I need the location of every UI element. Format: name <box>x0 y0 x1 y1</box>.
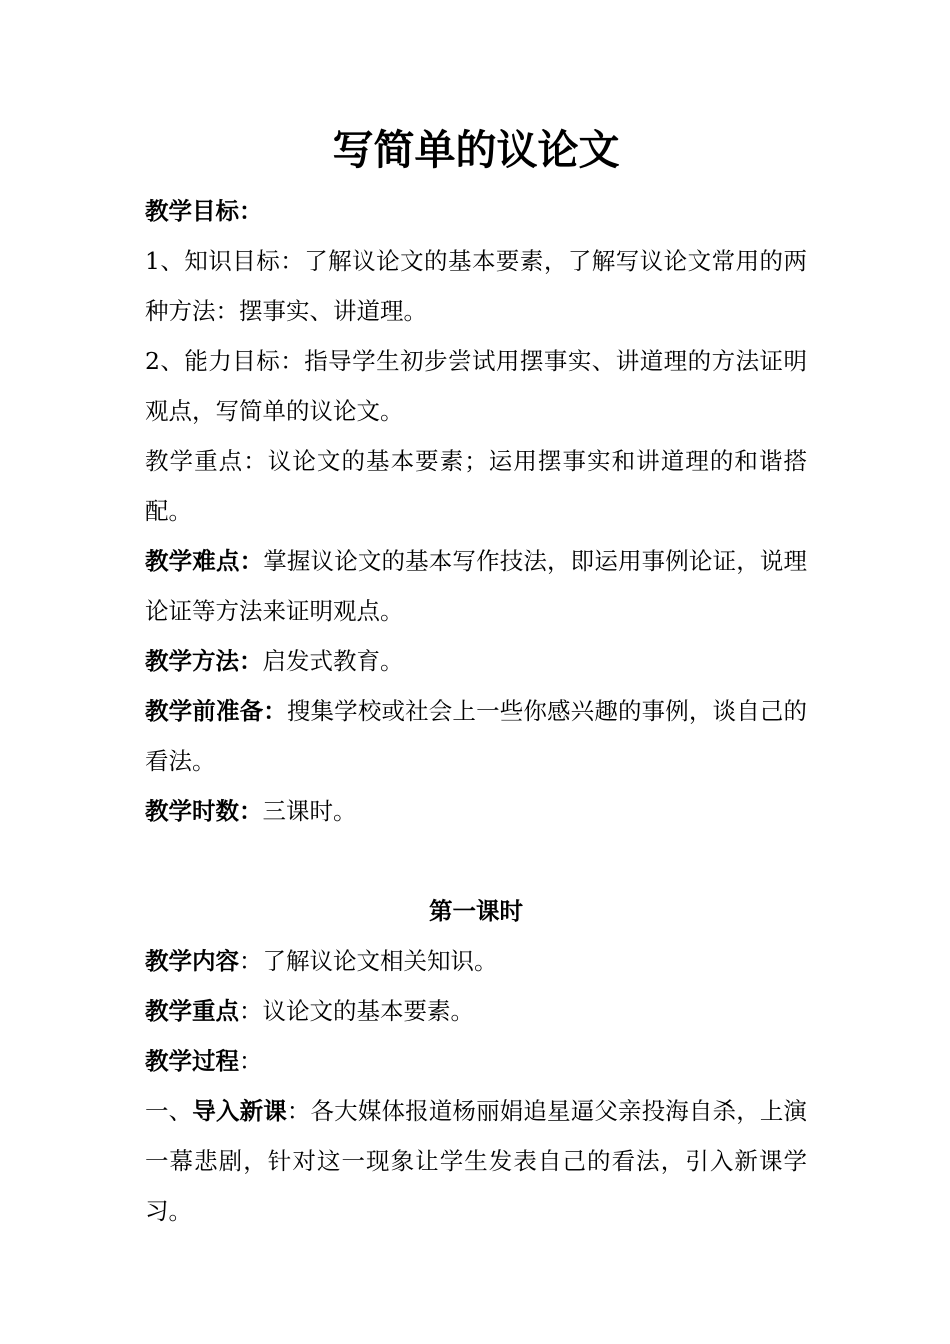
method-label: 教学方法： <box>145 647 263 675</box>
prep-paragraph <box>145 686 807 786</box>
objective-ability: 2、能力目标：指导学生初步尝试用摆事实、讲道理的方法证明观点，写简单的议论文。 <box>145 347 807 425</box>
process-label: 教学过程 <box>145 1047 239 1075</box>
difficulty-label: 教学难点： <box>145 547 264 575</box>
key-points: 教学重点：议论文的基本要素；运用摆事实和讲道理的和谐搭配。 <box>145 447 807 525</box>
intro-label: 导入新课 <box>192 1097 287 1125</box>
intro-paragraph <box>145 1086 807 1236</box>
difficulty-text: 掌握议论文的基本写作技法，即运用事例论证，说理论证等方法来证明观点。 <box>145 547 808 625</box>
prep-text: 搜集学校或社会上一些你感兴趣的事例，谈自己的看法。 <box>145 697 808 775</box>
lesson-key-text: ：议论文的基本要素。 <box>239 997 474 1025</box>
content-label: 教学内容 <box>145 947 239 975</box>
document-title: 写简单的议论文 <box>332 126 620 174</box>
method-text: 启发式教育。 <box>262 647 404 675</box>
prep-label: 教学前准备： <box>145 697 287 725</box>
hours-label: 教学时数： <box>145 797 263 825</box>
method-paragraph <box>145 636 807 686</box>
document-page <box>145 124 807 1236</box>
intro-prefix: 一、 <box>145 1097 193 1125</box>
lesson-key-paragraph <box>145 986 807 1036</box>
process-paragraph <box>145 1036 807 1086</box>
lesson-key-label: 教学重点 <box>145 997 239 1025</box>
difficulty-paragraph <box>145 536 807 636</box>
hours-text: 三课时。 <box>262 797 357 825</box>
hours-paragraph <box>145 786 807 836</box>
objective-knowledge: 1、知识目标：了解议论文的基本要素，了解写议论文常用的两种方法：摆事实、讲道理。 <box>145 247 807 325</box>
blank-line <box>145 836 807 886</box>
process-colon: ： <box>239 1047 263 1075</box>
objectives-heading: 教学目标： <box>145 197 263 225</box>
lesson-1-heading: 第一课时 <box>429 897 523 925</box>
content-paragraph <box>145 936 807 986</box>
intro-text: ：各大媒体报道杨丽娟追星逼父亲投海自杀，上演一幕悲剧，针对这一现象让学生发表自己的看法，引入新课学习。 <box>145 1097 808 1225</box>
content-text: ：了解议论文相关知识。 <box>239 947 498 975</box>
